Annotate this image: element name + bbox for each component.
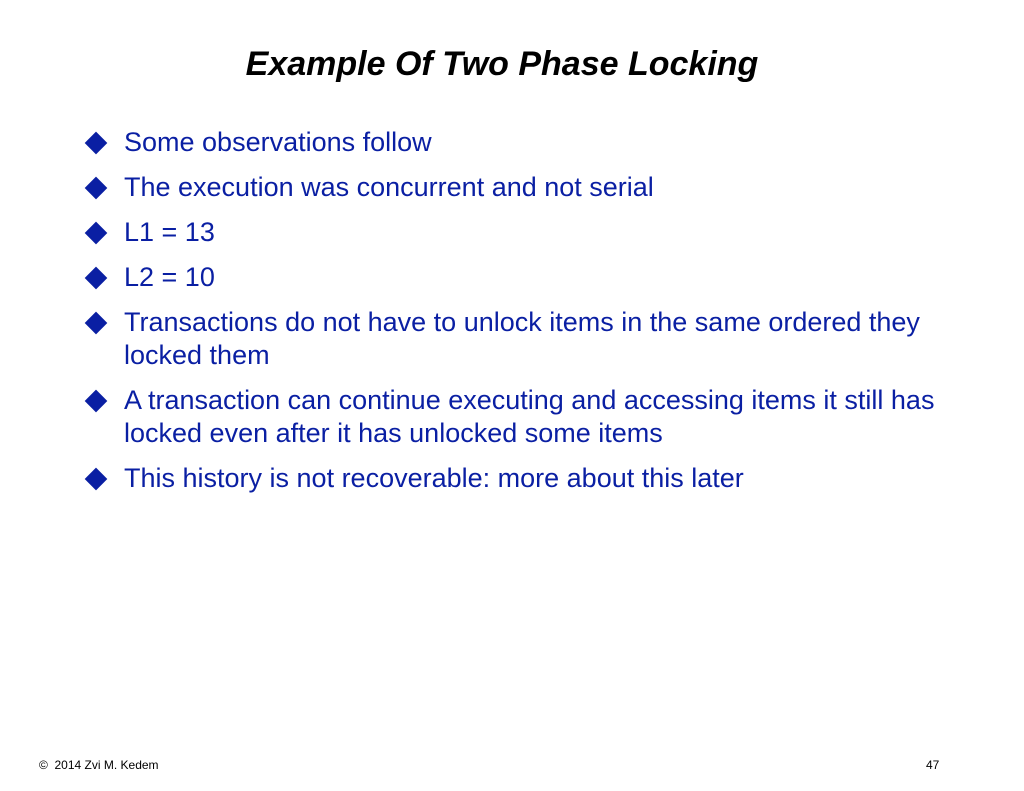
- bullet-text: This history is not recoverable: more about this later: [124, 463, 744, 493]
- diamond-bullet-icon: [85, 177, 108, 200]
- diamond-bullet-icon: [85, 267, 108, 290]
- slide-title: Example Of Two Phase Locking: [245, 45, 759, 83]
- diamond-bullet-icon: [85, 132, 108, 155]
- diamond-bullet-icon: [85, 468, 108, 491]
- bullet-item: [82, 261, 952, 294]
- bullet-item: [82, 126, 952, 159]
- footer-copyright: © 2014 Zvi M. Kedem: [39, 758, 159, 772]
- diamond-bullet-icon: [85, 390, 108, 413]
- bullet-item: [82, 384, 952, 450]
- bullet-text: The execution was concurrent and not serial: [124, 172, 654, 202]
- bullet-item: [82, 171, 952, 204]
- bullet-text: L1 = 13: [124, 217, 215, 247]
- bullet-text: L2 = 10: [124, 262, 215, 292]
- bullet-item: [82, 216, 952, 249]
- footer-page-number: 47: [926, 758, 940, 772]
- diamond-bullet-icon: [85, 222, 108, 245]
- diamond-bullet-icon: [85, 312, 108, 335]
- bullet-item: [82, 462, 952, 495]
- bullet-text: Some observations follow: [124, 127, 432, 157]
- bullet-item: [82, 306, 952, 372]
- bullet-list: [82, 126, 952, 507]
- bullet-text: A transaction can continue executing and accessing items it still has locked even after it has unlocked some items: [124, 385, 935, 448]
- bullet-text: Transactions do not have to unlock items in the same ordered they locked them: [124, 307, 920, 370]
